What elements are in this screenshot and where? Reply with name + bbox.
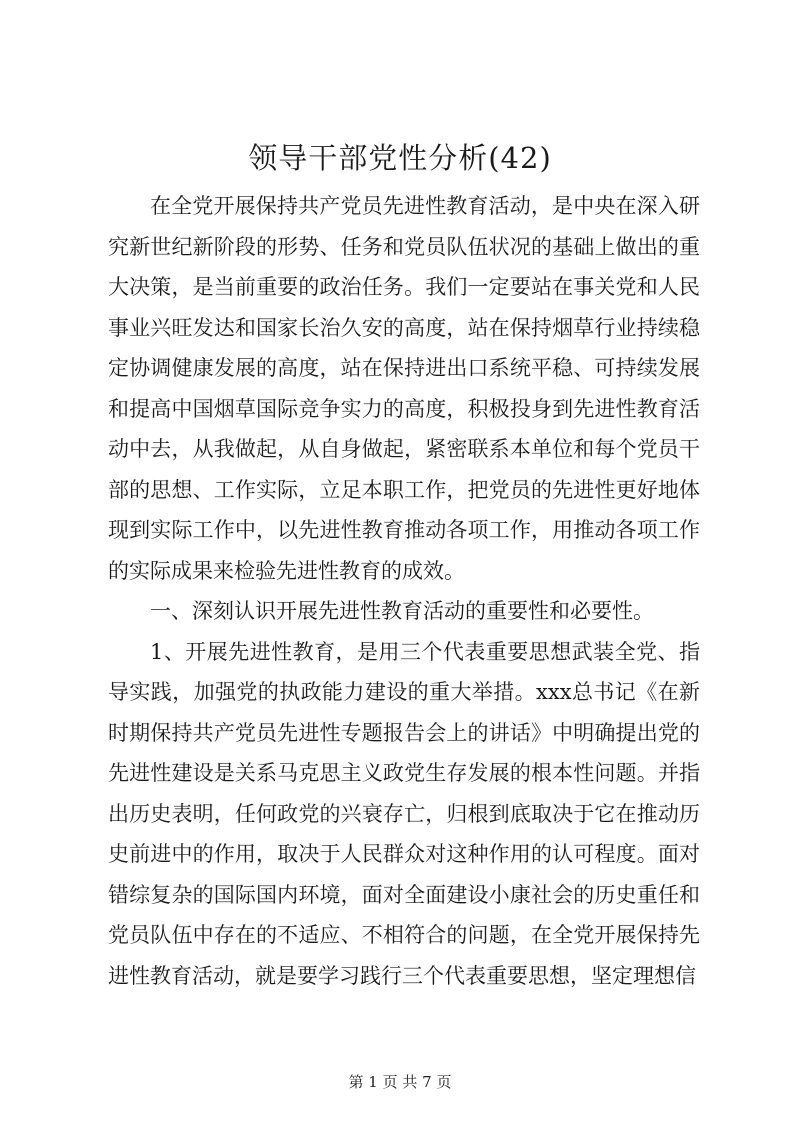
page-footer: 第 1 页 共 7 页 [348, 1073, 452, 1091]
section-heading: 一、深刻认识开展先进性教育活动的重要性和必要性。 [150, 599, 654, 623]
document-title: 领导干部党性分析(42) [248, 141, 552, 175]
paragraph-intro: 在全党开展保持共产党员先进性教育活动，是中央在深入研究新世纪新阶段的形势、任务和党员队伍状况的基础上做出的重大决策，是当前重要的政治任务。我们一定要站在事关党和人民事业兴旺发达和国家长治久安的高度，站在保持烟草行业持续稳定协调健康发展的高度，站在保持进出口系统平稳、可持续发展和提高中国烟草国际竞争实力的高度，积极投身到先进性教育活动中去，从我做起，从自身做起，紧密联系本单位和每个党员干部的思想、工作实际，立足本职工作，把党员的先进性更好地体现到实际工作中，以先进性教育推动各项工作，用推动各项工作的实际成果来检验先进性教育的成效。 [108, 194, 700, 583]
document-body [108, 186, 700, 996]
paragraph-point-1: 1、开展先进性教育，是用三个代表重要思想武装全党、指导实践，加强党的执政能力建设的重大举措。xxx总书记《在新时期保持共产党员先进性专题报告会上的讲话》中明确提出党的先进性建设是关系马克思主义政党生存发展的根本性问题。并指出历史表明，任何政党的兴衰存亡，归根到底取决于它在推动历史前进中的作用，取决于人民群众对这种作用的认可程度。面对错综复杂的国际国内环境，面对全面建设小康社会的历史重任和党员队伍中存在的不适应、不相符合的问题，在全党开展保持先进性教育活动，就是要学习践行三个代表重要思想，坚定理想信 [108, 639, 700, 988]
